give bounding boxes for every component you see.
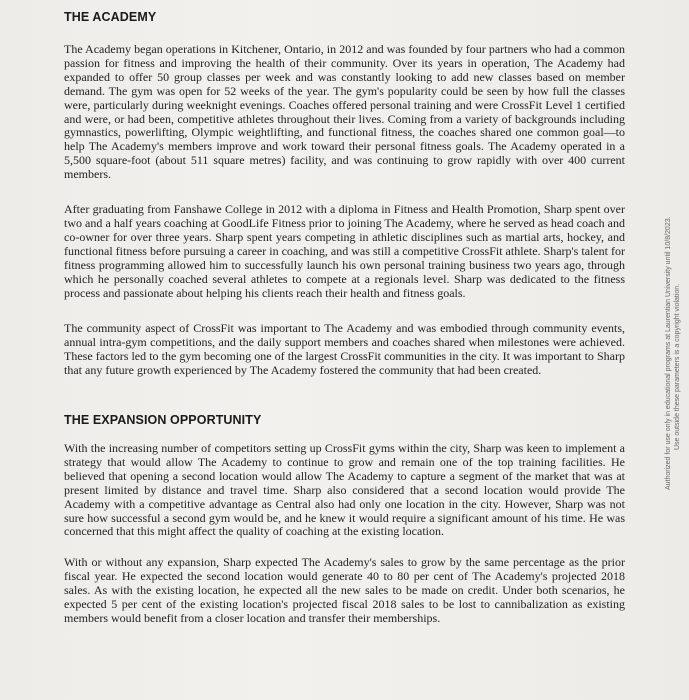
paragraph-sharp-background: After graduating from Fanshawe College in 2012 with a diploma in Fitness and Health Promotion, Sharp spent over two and a half years coaching at GoodLife Fitness prior to joining The Academy, where he served as head coach and co-owner for over three years. Sharp spent years competing in athletic disciplines such as martial arts, hockey, and functional fitness before pursuing a career in coaching, and was still a competitive CrossFit athlete. Sharp's talent for fitness programming allowed him to successfully launch his own personal training business two years ago, through which he personally coached several athletes to compete at a regionals level. Sharp was dedicated to the fitness process and passionate about helping his clients reach their health and fitness goals. (64, 202, 625, 300)
copyright-line-1: Authorized for use only in educational programs at Laurentian University until 10/8/2023. (665, 216, 672, 490)
section-heading-academy: THE ACADEMY (64, 10, 157, 24)
paragraph-expansion-strategy: With the increasing number of competitors setting up CrossFit gyms within the city, Sharp was keen to implement a strategy that would allow The Academy to continue to grow and remain one of the top training facilities. He believed that opening a second location would allow The Academy to capture a segment of the market that was at present limited by distance and travel time. Sharp also considered that a second location would provide The Academy with a competitive advantage as Central also had only one location in the city. However, Sharp was not sure how successful a second gym would be, and he knew it would require a significant amount of his time. He was concerned that this might affect the quality of coaching at the existing location. (64, 441, 625, 539)
copyright-line-2: Use outside these parameters is a copyright violation. (674, 283, 681, 450)
paragraph-academy-overview: The Academy began operations in Kitchener, Ontario, in 2012 and was founded by four partners who had a common passion for fitness and improving the health of their community. Over its years in operation, The Academy had expanded to offer 50 group classes per week and was constantly looking to add new classes based on member demand. The gym was open for 52 weeks of the year. The gym's popularity could be seen by how full the classes were, particularly during weeknight evenings. Coaches offered personal training and were CrossFit Level 1 certified and were, or had been, competitive athletes throughout their lives. Coming from a variety of backgrounds including gymnastics, powerlifting, Olympic weightlifting, and functional fitness, the coaches shared one common goal—to help The Academy's members improve and work toward their personal fitness goals. The Academy operated in a 5,500 square-foot (about 511 square metres) facility, and was continuing to grow rapidly with over 400 current members. (64, 42, 625, 182)
document-body (64, 10, 625, 626)
copyright-side-note (664, 120, 682, 490)
paragraph-community: The community aspect of CrossFit was important to The Academy and was embodied through community events, annual intra-gym competitions, and the daily support members and coaches shared when milestones were achieved. These factors led to the gym becoming one of the largest CrossFit communities in the city. It was important to Sharp that any future growth experienced by The Academy fostered the community that had been created. (64, 321, 625, 378)
section-heading-expansion: THE EXPANSION OPPORTUNITY (64, 413, 262, 428)
paragraph-sales-expectations: With or without any expansion, Sharp expected The Academy's sales to grow by the same percentage as the prior fiscal year. He expected the second location would generate 40 to 80 per cent of The Academy's projected 2018 sales. As with the existing location, he expected all the new sales to be made on credit. Under both scenarios, he expected 5 per cent of the existing location's projected fiscal 2018 sales to be lost to cannibalization as existing members would benefit from a closer location and transfer their memberships. (64, 555, 625, 625)
